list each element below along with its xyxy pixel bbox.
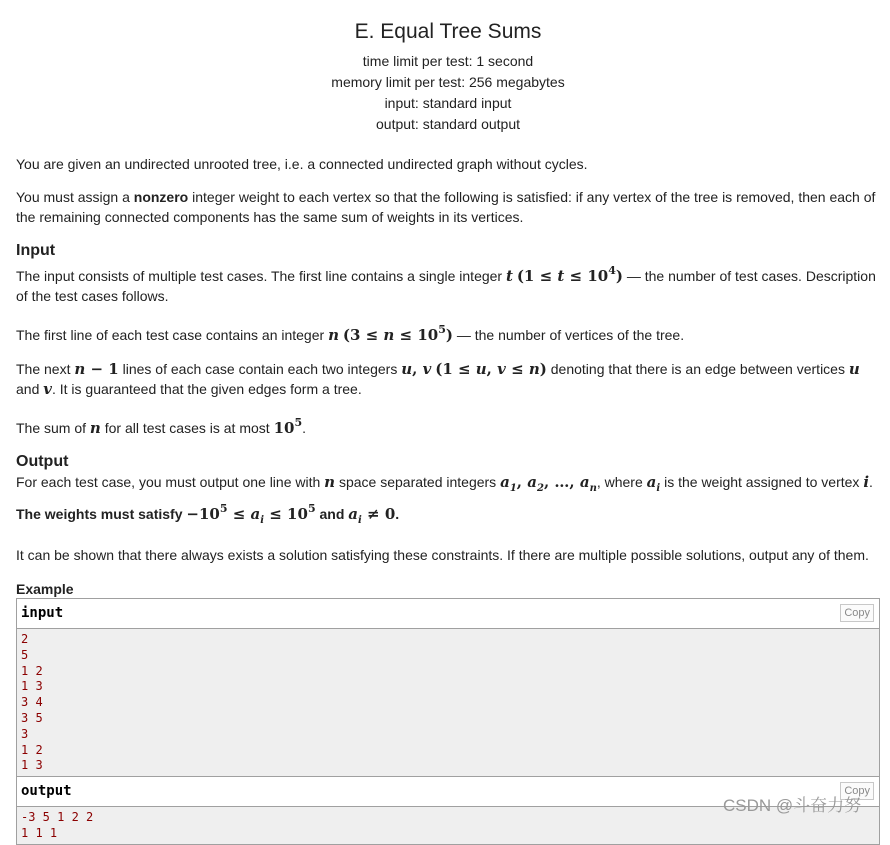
problem-title: E. Equal Tree Sums — [354, 20, 542, 43]
example-line: 1 3 — [21, 758, 43, 773]
example-line: 1 2 — [21, 742, 43, 757]
output-heading: Output — [16, 453, 69, 470]
input-heading: Input — [16, 242, 56, 259]
example-input-box — [16, 598, 880, 777]
nonzero-emphasis: nonzero — [133, 189, 189, 205]
problem-statement — [16, 0, 880, 845]
input-paragraph: The first line of each test case contains an integer n $(3 \le n \le 10^5)$ — the number of vertices of the tree. — [16, 323, 685, 344]
example-output-title: output — [21, 783, 72, 800]
memory-limit: memory limit per test: 256 megabytes — [331, 74, 565, 90]
time-limit: time limit per test: 1 second — [362, 53, 534, 69]
example-line: 3 4 — [21, 695, 43, 710]
example-line: 1 3 — [21, 679, 43, 694]
example-line: -3 5 1 2 2 — [21, 810, 94, 825]
problem-limits — [16, 51, 880, 135]
watermark: CSDN @斗奋力努 — [723, 796, 862, 815]
problem-header — [16, 19, 880, 135]
example-label: Example — [16, 581, 74, 597]
example-input-title: input — [21, 605, 64, 621]
statement-paragraph: You are given an undirected unrooted tree, i.e. a connected undirected graph without cycles. — [16, 156, 588, 172]
output-paragraph: It can be shown that there always exists a solution satisfying these constraints. If there are multiple possible solutions, output any of them. — [16, 547, 869, 563]
example-line: 5 — [21, 647, 29, 662]
output-file: output: standard output — [376, 116, 520, 132]
example-line: 1 1 1 — [21, 825, 58, 840]
output-paragraph: For each test case, you must output one line with n space separated integers $a_1$, $a_2$, …, $a_n$, where $a_i$ is the weight assigned to vertex i. The weights must satisfy $-10^5 \le a_i \le 10^5$ and $a_i \ne 0$. — [16, 473, 873, 526]
example-line: 3 — [21, 726, 29, 741]
input-paragraph: The input consists of multiple test cases. The first line contains a single integer t $(1 \le t \le 10^4)$ — the number of test cases. Description of the test cases follows. — [16, 264, 876, 304]
example-line: 2 — [21, 632, 29, 646]
statement-paragraph: You must assign a nonzero integer weight to each vertex so that the following is satisfied: if any vertex of the tree is removed, then each of the remaining connected components has the same sum of weights in its vertices. — [16, 189, 876, 225]
copy-output-button[interactable]: Copy — [840, 782, 874, 800]
example-line: 3 5 — [21, 710, 43, 725]
input-file: input: standard input — [384, 95, 512, 111]
input-paragraph: The next n − 1 lines of each case contain each two integers u, v (1 ≤ u, v ≤ n) denoting that there is an edge between vertices u and v. It is guaranteed that the given edges form a tree. — [16, 360, 860, 398]
input-paragraph: The sum of n for all test cases is at most $10^5$. — [16, 416, 306, 437]
example-line: 1 2 — [21, 663, 43, 678]
example-input-header — [17, 599, 879, 629]
copy-input-button[interactable]: Copy — [840, 604, 874, 622]
example-input-content[interactable] — [17, 629, 879, 776]
